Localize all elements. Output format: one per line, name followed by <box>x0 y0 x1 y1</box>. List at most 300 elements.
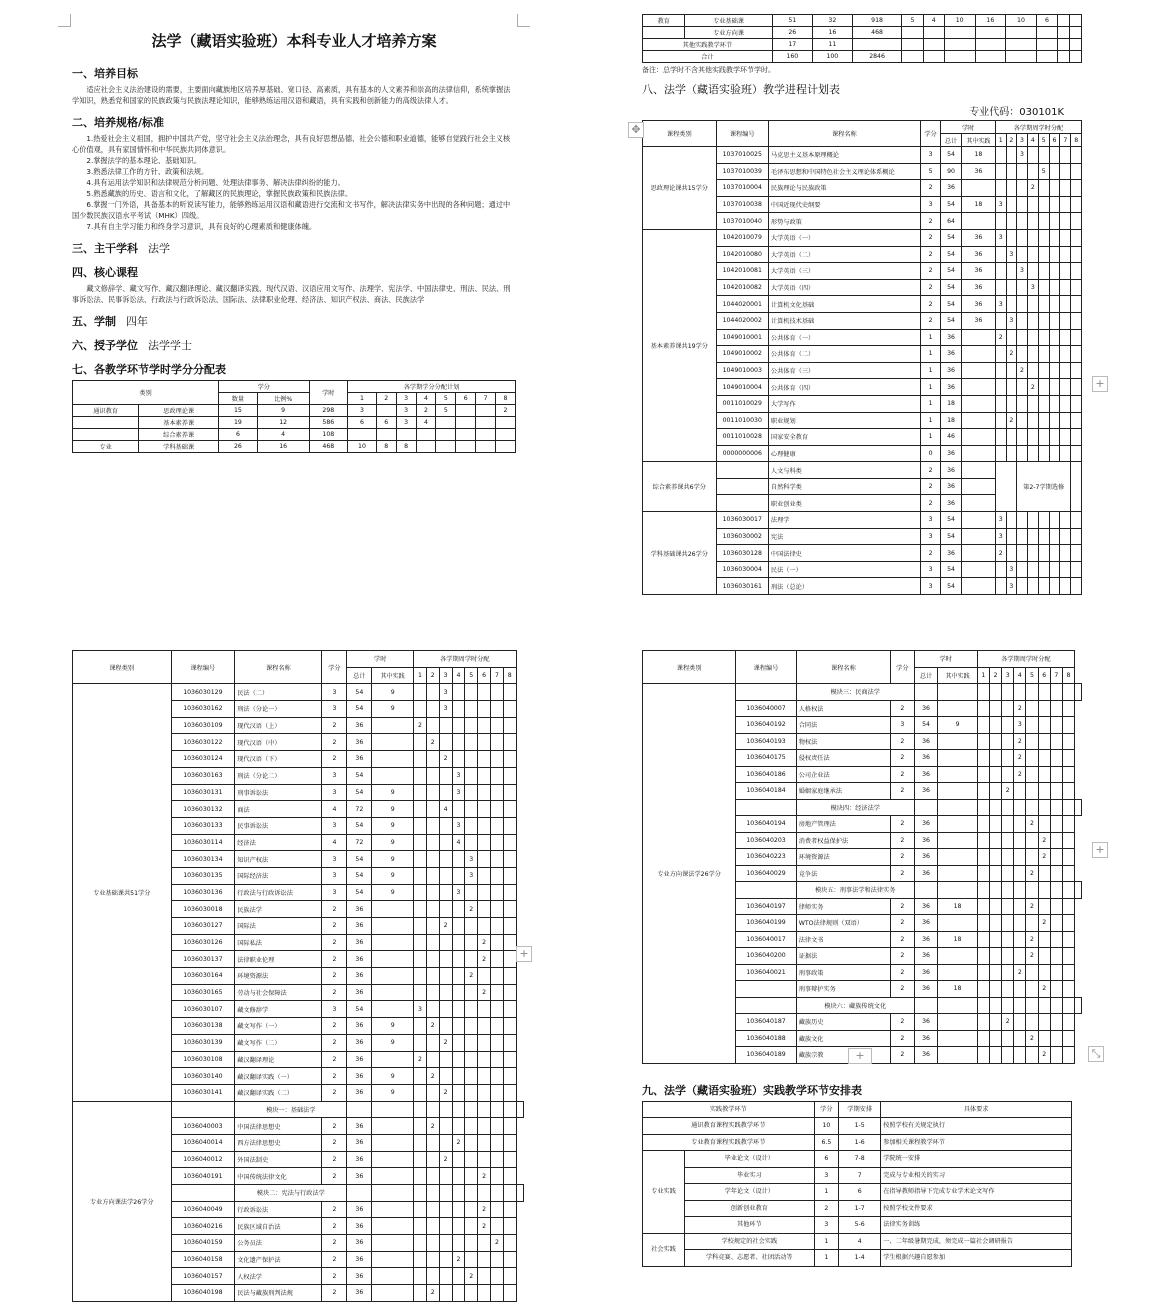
table-cell: 3 <box>439 684 452 701</box>
table-header: 各学期周学时分配 <box>977 651 1074 668</box>
table-cell: 36 <box>347 1168 372 1185</box>
table-row <box>643 1151 1072 1168</box>
table-cell: 3 <box>995 229 1006 246</box>
course-id: 1036040191 <box>171 1168 235 1185</box>
add-column-button[interactable]: + <box>1092 842 1108 858</box>
table-cell: 10 <box>1006 15 1037 27</box>
table-cell <box>961 578 995 595</box>
table-cell <box>491 1218 504 1235</box>
course-name: 藏族宗教 <box>796 1047 890 1064</box>
course-name: 证据法 <box>796 948 890 965</box>
table-cell <box>372 1118 414 1135</box>
table-cell <box>503 1268 516 1285</box>
course-name: 人文与科类 <box>768 462 920 479</box>
table-cell <box>977 882 989 899</box>
table-cell <box>938 1030 977 1047</box>
table-cell <box>491 851 504 868</box>
table-cell <box>465 834 478 851</box>
term-header: 7 <box>1050 667 1062 684</box>
table-cell <box>426 918 439 935</box>
table-cell <box>1060 312 1071 329</box>
table-cell <box>439 968 452 985</box>
course-name: 公务员法 <box>235 1235 322 1252</box>
course-name: 法律职业伦理 <box>235 951 322 968</box>
table-cell <box>452 1218 465 1235</box>
table-cell <box>989 997 1001 1014</box>
table-cell <box>975 39 1006 51</box>
table-cell <box>1006 528 1017 545</box>
table-cell: 2 <box>322 901 347 918</box>
table-cell <box>1050 898 1062 915</box>
term-header: 4 <box>452 667 465 684</box>
practice-item: 学校规定的社会实践 <box>685 1233 815 1250</box>
term-header: 4 <box>1027 134 1038 147</box>
table-header: 学时 <box>941 121 996 134</box>
table-cell <box>1006 429 1017 446</box>
table-cell <box>1017 379 1028 396</box>
spec-item: 5.熟悉藏族的历史、语言和文化，了解藏区的民族理论，掌握民族政策和民族法律。 <box>86 189 353 198</box>
course-id: 1036040189 <box>736 1047 796 1064</box>
table-cell <box>414 834 427 851</box>
table-cell <box>989 684 1001 701</box>
table-cell <box>1014 882 1026 899</box>
table-cell <box>1017 180 1028 197</box>
table-cell <box>1060 512 1071 529</box>
table-cell: 36 <box>347 751 372 768</box>
table-cell <box>1026 1047 1038 1064</box>
table-cell <box>1062 915 1074 932</box>
table-cell <box>452 851 465 868</box>
table-cell <box>1027 213 1038 230</box>
table-cell <box>1049 346 1060 363</box>
table-cell <box>977 700 989 717</box>
table-cell <box>1071 213 1082 230</box>
table-cell: 3 <box>1014 717 1026 734</box>
table-cell <box>414 751 427 768</box>
table-cell <box>1036 27 1057 39</box>
table-cell <box>977 1047 989 1064</box>
table-cell <box>414 1101 427 1118</box>
table-cell: 100 <box>812 51 852 63</box>
practice-requirement: 法律实务训练 <box>881 1217 1072 1234</box>
table-cell: 36 <box>941 545 961 562</box>
table-cell <box>961 528 995 545</box>
table-cell: 36 <box>347 1018 372 1035</box>
table-cell: 2 <box>1038 849 1050 866</box>
table-cell: 2 <box>322 1051 347 1068</box>
table-cell <box>1060 429 1071 446</box>
table-cell <box>1002 750 1014 767</box>
table-cell: 3 <box>995 528 1006 545</box>
table-cell <box>938 865 977 882</box>
table-cell <box>436 441 456 453</box>
table-cell <box>1071 528 1082 545</box>
table-cell <box>961 329 995 346</box>
term-header: 7 <box>1060 134 1071 147</box>
table-cell: 16 <box>257 441 309 453</box>
table-cell <box>452 901 465 918</box>
table-cell <box>1071 180 1082 197</box>
table-cell <box>1002 964 1014 981</box>
table-cell <box>414 1235 427 1252</box>
course-id: 1036040158 <box>171 1251 235 1268</box>
table-header: 其中实践 <box>961 134 995 147</box>
table-cell <box>426 1084 439 1101</box>
table-cell <box>1049 528 1060 545</box>
table-cell <box>989 882 1001 899</box>
table-cell <box>414 684 427 701</box>
table-cell: 3 <box>920 561 940 578</box>
table-cell: 36 <box>347 901 372 918</box>
table-cell: 2 <box>920 263 940 280</box>
add-column-button[interactable]: + <box>1092 376 1108 392</box>
course-name: 大学英语（三） <box>768 263 920 280</box>
table-cell <box>989 816 1001 833</box>
table-cell <box>995 561 1006 578</box>
table-cell: 1 <box>814 1233 839 1250</box>
course-id: 1036040029 <box>736 865 796 882</box>
course-id: 0011010030 <box>716 412 768 429</box>
table-cell <box>938 997 977 1014</box>
table-cell <box>478 1084 491 1101</box>
table-cell <box>452 934 465 951</box>
table-cell <box>1050 783 1062 800</box>
table-header-row <box>643 651 1082 668</box>
table-cell <box>1038 229 1049 246</box>
table-header: 数量 <box>219 393 258 405</box>
table-cell: 3 <box>322 784 347 801</box>
table-row <box>643 1134 1072 1151</box>
table-cell: 2 <box>891 898 915 915</box>
table-cell: 2 <box>1026 1030 1038 1047</box>
table-cell <box>1038 147 1049 164</box>
table-cell <box>938 964 977 981</box>
table-row <box>73 429 516 441</box>
table-cell: 3 <box>920 512 940 529</box>
table-cell: 3 <box>814 1167 839 1184</box>
module-title: 模块一：基础法学 <box>235 1101 347 1118</box>
table-cell <box>372 767 414 784</box>
table-cell <box>491 734 504 751</box>
table-cell: 36 <box>914 915 938 932</box>
practice-requirement: 学院统一安排 <box>881 1151 1072 1168</box>
table-cell <box>961 561 995 578</box>
table-cell <box>1071 379 1082 396</box>
table-cell: 36 <box>347 1068 372 1085</box>
table-cell <box>1058 15 1070 27</box>
table-cell <box>1006 279 1017 296</box>
document-page-3 <box>58 648 530 1298</box>
table-cell <box>491 767 504 784</box>
table-cell <box>995 180 1006 197</box>
course-id: 1036040186 <box>736 766 796 783</box>
table-cell <box>491 751 504 768</box>
table-cell <box>1002 865 1014 882</box>
table-cell <box>1049 445 1060 462</box>
table-cell: 54 <box>941 263 961 280</box>
table-cell: 36 <box>961 296 995 313</box>
table-cell: 2 <box>1038 981 1050 998</box>
practice-arrangement-table <box>642 1101 1072 1267</box>
table-cell <box>503 1018 516 1035</box>
table-cell <box>1002 849 1014 866</box>
table-cell: 18 <box>938 898 977 915</box>
table-cell <box>491 1068 504 1085</box>
table-cell <box>436 417 456 429</box>
table-cell <box>995 246 1006 263</box>
table-row <box>73 441 516 453</box>
table-cell: 8 <box>396 441 416 453</box>
table-cell: 36 <box>914 1030 938 1047</box>
table-cell <box>414 1185 427 1202</box>
table-row <box>643 229 1082 246</box>
table-cell: 36 <box>914 1014 938 1031</box>
table-cell: 2 <box>1014 700 1026 717</box>
table-cell <box>995 445 1006 462</box>
table-cell <box>1006 51 1037 63</box>
table-cell <box>372 734 414 751</box>
course-name: 人格权法 <box>796 700 890 717</box>
table-cell <box>465 701 478 718</box>
table-header: 课程编号 <box>716 121 768 147</box>
table-cell <box>1060 147 1071 164</box>
table-cell <box>372 1168 414 1185</box>
practice-item: 学年论文（设计） <box>685 1184 815 1201</box>
table-cell <box>1038 512 1049 529</box>
course-name: 行政法与行政诉讼法 <box>235 884 322 901</box>
table-cell <box>372 1001 414 1018</box>
table-cell: 2 <box>465 1268 478 1285</box>
table-cell: 2 <box>322 1235 347 1252</box>
table-cell: 2 <box>891 750 915 767</box>
course-id: 1036040187 <box>736 1014 796 1031</box>
table-cell <box>465 751 478 768</box>
table-cell <box>503 1118 516 1135</box>
course-id: 1036030018 <box>171 901 235 918</box>
table-cell <box>476 441 496 453</box>
table-cell: 3 <box>322 767 347 784</box>
table-cell <box>426 1101 439 1118</box>
table-cell <box>439 1218 452 1235</box>
table-cell <box>961 495 995 512</box>
table-cell: 54 <box>347 684 372 701</box>
table-cell: 2 <box>1006 412 1017 429</box>
table-cell <box>414 884 427 901</box>
course-id: 1036030127 <box>171 918 235 935</box>
table-move-handle[interactable]: ✥ <box>628 122 644 138</box>
table-cell <box>1017 246 1028 263</box>
table-cell <box>503 767 516 784</box>
table-cell <box>478 1018 491 1035</box>
table-cell <box>1026 766 1038 783</box>
course-name: 公共体育（二） <box>768 346 920 363</box>
table-cell <box>396 429 416 441</box>
table-cell <box>1002 898 1014 915</box>
table-cell <box>372 1268 414 1285</box>
table-cell <box>1070 39 1082 51</box>
table-cell: 2 <box>891 783 915 800</box>
table-cell: 19 <box>219 417 258 429</box>
table-row <box>643 1250 1072 1267</box>
table-cell <box>414 934 427 951</box>
table-cell <box>977 898 989 915</box>
table-cell <box>1014 948 1026 965</box>
table-cell <box>1049 246 1060 263</box>
table-cell <box>1038 196 1049 213</box>
table-header: 学分 <box>814 1101 839 1118</box>
table-cell <box>452 984 465 1001</box>
table-row <box>643 1217 1072 1234</box>
course-name: 现代汉语（上） <box>235 717 322 734</box>
table-cell: 3 <box>995 512 1006 529</box>
table-cell <box>938 783 977 800</box>
course-name: 人权法学 <box>235 1268 322 1285</box>
table-cell: 2 <box>439 1084 452 1101</box>
table-row <box>73 405 516 417</box>
table-cell <box>1027 429 1038 446</box>
course-category: 思政理论课共15学分 <box>643 147 717 230</box>
table-cell <box>452 1201 465 1218</box>
table-cell <box>426 784 439 801</box>
table-cell <box>439 1101 452 1118</box>
table-cell <box>414 918 427 935</box>
table-cell: 2 <box>322 1218 347 1235</box>
table-cell <box>938 948 977 965</box>
table-cell: 72 <box>347 801 372 818</box>
table-cell: 18 <box>961 196 995 213</box>
table-cell <box>1014 898 1026 915</box>
table-cell <box>1002 799 1014 816</box>
table-cell: 2 <box>920 462 940 479</box>
course-name: 劳动与社会保障法 <box>235 984 322 1001</box>
section-heading: 四、核心课程 <box>72 266 138 279</box>
table-cell <box>1027 312 1038 329</box>
add-row-button[interactable]: + <box>848 1048 872 1064</box>
table-cell <box>414 784 427 801</box>
table-cell <box>1026 981 1038 998</box>
table-cell <box>1049 362 1060 379</box>
table-cell: 3 <box>920 147 940 164</box>
course-name: 经济法 <box>235 834 322 851</box>
table-cell: 2 <box>465 901 478 918</box>
section-heading: 七、各教学环节学时学分分配表 <box>72 363 226 376</box>
table-cell <box>1002 717 1014 734</box>
table-cell <box>1060 180 1071 197</box>
term-header: 2 <box>989 667 1001 684</box>
table-cell: 3 <box>396 417 416 429</box>
course-id: 1042010082 <box>716 279 768 296</box>
table-cell <box>348 429 377 441</box>
table-cell: 36 <box>347 1285 372 1302</box>
table-row <box>643 1200 1072 1217</box>
table-cell <box>491 1001 504 1018</box>
table-cell: 2 <box>920 296 940 313</box>
table-cell <box>491 984 504 1001</box>
course-id: 1049010002 <box>716 346 768 363</box>
practice-requirement: 完成与专业相关的实习 <box>881 1167 1072 1184</box>
table-cell <box>439 734 452 751</box>
table-cell <box>426 1235 439 1252</box>
table-cell: 9 <box>372 884 414 901</box>
course-name: 国际法 <box>235 918 322 935</box>
table-cell: 36 <box>961 263 995 280</box>
table-cell <box>372 1185 414 1202</box>
table-cell <box>1062 700 1074 717</box>
add-column-button[interactable]: + <box>516 946 532 962</box>
table-cell <box>426 767 439 784</box>
course-id: 0000000006 <box>716 445 768 462</box>
table-cell <box>1049 296 1060 313</box>
course-name: 竞争法 <box>796 865 890 882</box>
table-cell: 918 <box>852 15 901 27</box>
table-cell <box>1038 733 1050 750</box>
table-cell: 2 <box>1026 865 1038 882</box>
table-cell <box>1060 445 1071 462</box>
table-cell <box>491 1018 504 1035</box>
course-name: 刑事辩护实务 <box>796 981 890 998</box>
table-cell <box>923 27 944 39</box>
table-cell <box>1014 915 1026 932</box>
table-cell <box>1017 213 1028 230</box>
table-cell <box>426 1218 439 1235</box>
course-name: 公共体育（一） <box>768 329 920 346</box>
table-cell <box>938 882 977 899</box>
table-header: 课程名称 <box>235 651 322 684</box>
table-cell: 5 <box>436 405 456 417</box>
table-cell: 2 <box>1014 766 1026 783</box>
term-header: 3 <box>396 393 416 405</box>
table-cell <box>977 865 989 882</box>
table-cell <box>1050 832 1062 849</box>
course-name: 民法（一） <box>768 561 920 578</box>
table-cell <box>426 1134 439 1151</box>
table-cell <box>372 918 414 935</box>
table-cell: 36 <box>941 445 961 462</box>
table-cell: 36 <box>961 163 995 180</box>
table-cell <box>456 405 476 417</box>
course-name: 宪法 <box>768 528 920 545</box>
table-cell <box>1002 733 1014 750</box>
table-cell: 2 <box>322 717 347 734</box>
table-cell <box>1026 684 1038 701</box>
table-cell <box>516 1101 523 1118</box>
table-header: 学期安排 <box>839 1101 881 1118</box>
table-cell <box>1027 346 1038 363</box>
table-cell <box>439 834 452 851</box>
table-header: 课程编号 <box>171 651 235 684</box>
course-name: 刑法（总论） <box>768 578 920 595</box>
table-cell <box>1071 561 1082 578</box>
table-cell <box>1071 412 1082 429</box>
course-name: 藏文写作（二） <box>235 1034 322 1051</box>
table-cell: 2 <box>322 751 347 768</box>
table-resize-handle[interactable]: ⤡ <box>1088 1046 1104 1062</box>
table-cell: 2 <box>478 1168 491 1185</box>
table-cell: 2 <box>891 865 915 882</box>
course-name: 公共体育（三） <box>768 362 920 379</box>
table-cell <box>426 1268 439 1285</box>
table-cell: 36 <box>914 783 938 800</box>
table-cell <box>465 1201 478 1218</box>
course-name: 藏文写作（一） <box>235 1018 322 1035</box>
table-cell <box>439 867 452 884</box>
table-cell <box>1002 1030 1014 1047</box>
table-row <box>73 684 524 701</box>
table-cell <box>491 834 504 851</box>
table-cell <box>1075 882 1082 899</box>
table-cell: 1 <box>814 1250 839 1267</box>
table-cell: 64 <box>941 213 961 230</box>
